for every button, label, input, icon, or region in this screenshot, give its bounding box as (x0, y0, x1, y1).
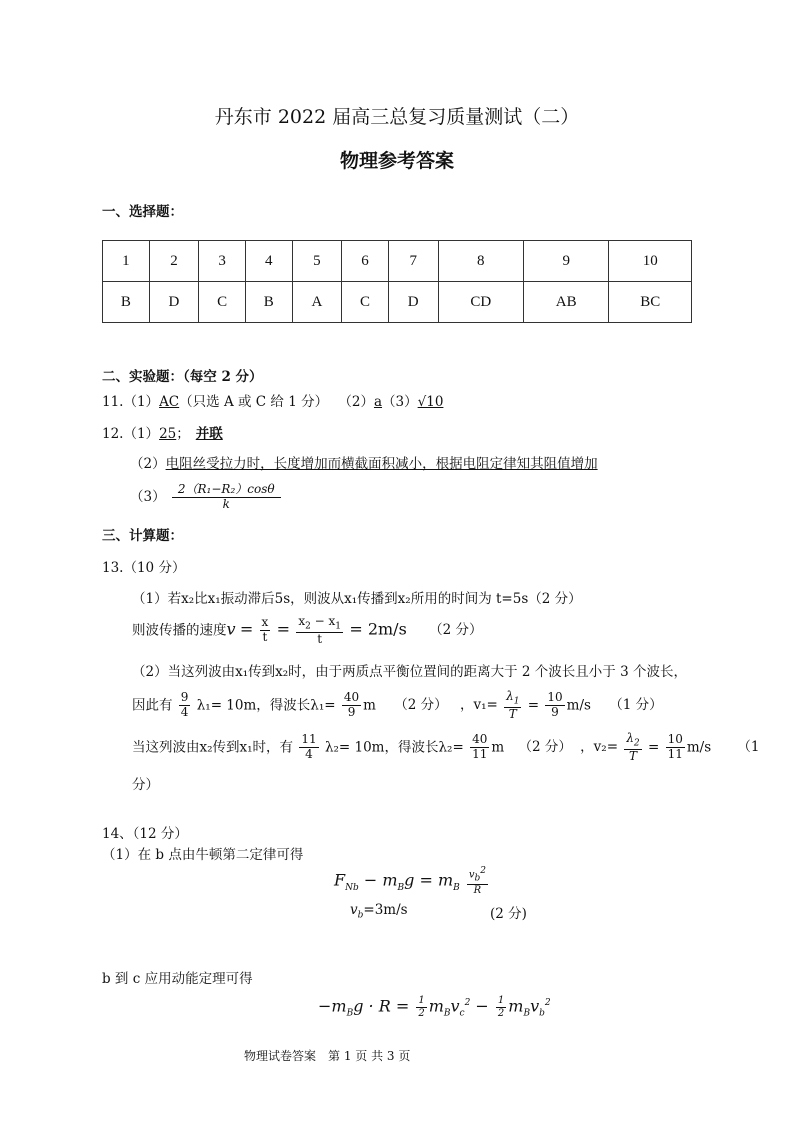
page-subtitle: 物理参考答案 (339, 150, 454, 172)
q11-answer-1: AC (159, 394, 180, 410)
question-number-cell: 8 (438, 241, 523, 282)
fraction-numerator: 2（R₁−R₂）cosθ (172, 483, 281, 498)
answer-cell: B (245, 282, 292, 323)
fraction-10-over-9: $\frac{10}{9}$ (547, 690, 563, 720)
fraction-40-over-9: $\frac{40}{9}$ (343, 690, 360, 720)
q14-equation-3: $-m_Bg \cdot R$ = $\frac{1}{2}$ $m_Bv_c^2$ − $\frac{1}{2}$ $m_Bv_b^2$ (318, 995, 551, 1019)
fraction-half: $\frac{1}{2}$ (418, 995, 425, 1019)
q13-l4-points: （2 分） (394, 697, 448, 714)
question-number-cell: 1 (103, 241, 150, 282)
q13-l5-text: 当这列波由x₂传到x₁时，有 (132, 739, 294, 756)
answer-cell: CD (438, 282, 523, 323)
q12-p3: （3） (130, 488, 166, 505)
q11-answer-3: √10 (417, 394, 444, 410)
answer-cell: BC (609, 282, 692, 323)
q13-l4-v1: ，v₁= (459, 697, 498, 714)
page-title: 丹东市 2022 届高三总复习质量测试（二） (214, 106, 580, 128)
q13-l4-points2: （1 分） (609, 697, 663, 714)
fraction-lambda2-over-T: $\frac{\lambda_2}{T}$ (626, 731, 640, 763)
q13-line-1: （1）若x₂比x₁振动滞后5s，则波从x₁传播到x₂所用的时间为 t=5s（2 分） (132, 591, 582, 607)
answer-cell: C (342, 282, 389, 323)
fraction-denominator: k (222, 496, 230, 511)
question-number-cell: 9 (523, 241, 608, 282)
question-number-cell: 10 (609, 241, 692, 282)
q12-line-2 (130, 452, 598, 472)
q13-l5-points2: （1 (737, 739, 760, 756)
q13-l4-eq2: = (527, 697, 540, 714)
q13-line-4 (132, 690, 663, 722)
fraction-half: $\frac{1}{2}$ (497, 995, 505, 1019)
answer-cell: AB (523, 282, 608, 323)
answer-cell: D (149, 282, 199, 323)
q11-line (102, 390, 443, 410)
q13-l5-eq: λ₂= 10m，得波长λ₂= (324, 739, 464, 756)
q13-line-5 (132, 732, 760, 764)
answer-cell: D (388, 282, 438, 323)
fraction-40-over-11: $\frac{40}{11}$ (472, 732, 488, 762)
q13-l5-unit: m (491, 739, 505, 756)
q11-p2: （2） (338, 394, 374, 410)
question-number-cell: 2 (149, 241, 199, 282)
q13-l5-v2: ，v₂= (580, 739, 619, 756)
fraction-x-over-t: $\frac{x}{t}$ (261, 615, 269, 645)
section-heading-experiment: 二、实验题：（每空 2 分） (102, 369, 263, 385)
fraction-10-over-11: $\frac{10}{11}$ (667, 732, 683, 762)
fraction-11-over-4: $\frac{11}{4}$ (301, 732, 317, 762)
q11-p3: （3） (382, 394, 418, 410)
table-row (103, 282, 692, 323)
q14-heading: 14、（12 分） (102, 826, 188, 842)
answer-cell: A (292, 282, 342, 323)
q13-l4-text: 因此有 (132, 697, 173, 714)
q13-l4-unit2: m/s (566, 697, 591, 714)
q13-l5-points: （2 分） (518, 739, 572, 756)
q13-l2-points: （2 分） (429, 622, 483, 639)
q12-answer-1b: 并联 (195, 426, 223, 442)
q14-line-2: b 到 c 应用动能定理可得 (102, 971, 253, 987)
q13-line-6: 分） (132, 777, 159, 793)
q12-answer-1: 25 (159, 426, 177, 442)
q13-l2-result: = 2m/s (349, 619, 407, 639)
fraction-9-over-4: $\frac{9}{4}$ (180, 690, 189, 720)
question-number-cell: 3 (199, 241, 246, 282)
q13-l5-unit2: m/s (686, 739, 712, 756)
q12-line-3 (130, 483, 283, 512)
q13-l2-text: 则波传播的速度 (132, 622, 227, 639)
page-footer: 物理试卷答案 第 1 页 共 3 页 (244, 1049, 411, 1063)
question-number-cell: 5 (292, 241, 342, 282)
q12-answer-2: 电阻丝受拉力时，长度增加而横截面积减小，根据电阻定律知其阻值增加 (165, 456, 598, 472)
answer-cell: C (199, 282, 246, 323)
table-row (103, 241, 692, 282)
q13-l2-v: v (226, 619, 236, 639)
q13-l5-eq2: = (647, 739, 660, 756)
q12-p2: （2） (130, 456, 166, 472)
q14-equation-1: $F_{Nb} - m_Bg = m_B$ $\frac{v_b^2}{R}$ (334, 866, 486, 896)
fraction-lambda1-over-T: $\frac{\lambda_1}{T}$ (506, 689, 520, 721)
q12-answer-3-fraction (172, 483, 281, 512)
q13-heading: 13.（10 分） (102, 560, 186, 576)
section-heading-choice: 一、选择题： (102, 204, 183, 220)
q11-prefix: 11.（1） (102, 394, 160, 410)
question-number-cell: 6 (342, 241, 389, 282)
q12-line-1 (102, 422, 223, 442)
question-number-cell: 7 (388, 241, 438, 282)
q13-l4-unit: m (363, 697, 376, 714)
q13-line-2: 则波传播的速度v = $\frac{x}{t}$ = $\frac{x_2 - x_1}{t}$ = 2m/s （2 分） (132, 614, 483, 646)
q14-line-1: （1）在 b 点由牛顿第二定律可得 (102, 847, 304, 863)
q13-l4-eq: λ₁= 10m，得波长λ₁= (196, 697, 336, 714)
q14-eq2-points: (2 分) (490, 906, 527, 922)
answer-cell: B (103, 282, 150, 323)
q13-line-3: （2）当这列波由x₁传到x₂时，由于两质点平衡位置间的距离大于 2 个波长且小于 3 个波长， (132, 664, 687, 680)
question-number-cell: 4 (245, 241, 292, 282)
q14-equation-2: $v_b=3m/s$ (350, 902, 408, 921)
answer-table (102, 240, 692, 323)
q12-prefix: 12.（1） (102, 426, 160, 442)
q11-answer-2: a (373, 394, 383, 410)
section-heading-calc: 三、计算题： (102, 528, 183, 544)
q11-note: （只选 A 或 C 给 1 分） (179, 394, 329, 410)
fraction-vb2-over-R: $\frac{v_b^2}{R}$ (468, 866, 486, 896)
q12-sep: ； (176, 426, 190, 442)
fraction-dx-over-t: $\frac{x_2 - x_1}{t}$ (298, 614, 342, 646)
